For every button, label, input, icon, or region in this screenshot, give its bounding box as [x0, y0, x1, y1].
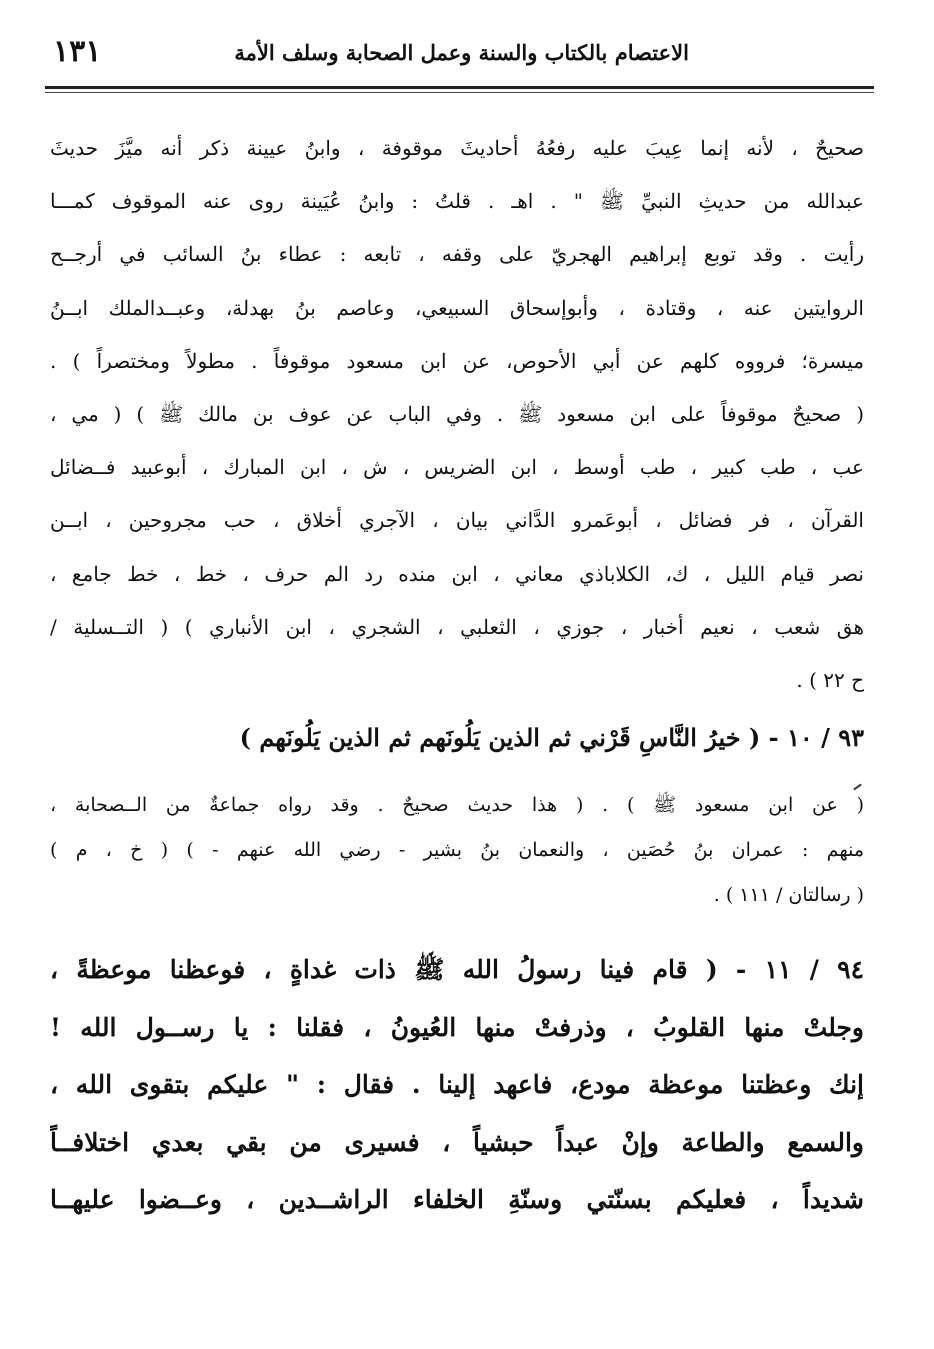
header-rule-thick: [45, 86, 874, 89]
text-line: صحيحٌ ، لأنه إنما عِيبَ عليه رفعُهُ أحاديثَ موقوفة ، وابنُ عيينة ذكر أنه ميَّزَ حديثَ: [50, 136, 864, 160]
text-line: نصر قيام الليل ، ك، الكلاباذي معاني ، ابن منده رد الم حرف ، خط ، خط جامع ،: [50, 561, 864, 586]
text-line: ( صحيحٌ موقوفاً على ابن مسعود ﷺ . وفي الباب عن عوف بن مالك ﷺ ) ( مي ،: [50, 401, 864, 426]
text-line: رأيت . وقد توبع إبراهيم الهجريّ على وقفه ، تابعه : عطاء بنُ السائب في أرجــح: [50, 242, 864, 267]
text-line: القرآن ، فر فضائل ، أبوعَمرو الدَّاني بيان ، الآجري أخلاق ، حب مجروحين ، ابــن: [50, 508, 864, 533]
text-line: ( عن ابن مسعود ﷺ ) . ( هذا حديث صحيحٌ . وقد رواه جماعةٌ من الــصحابة ،: [50, 794, 864, 816]
hadith-line: وجلتْ منها القلوبُ ، وذرفتْ منها العُيونُ ، فقلنا : يا رســول الله !: [50, 1012, 864, 1042]
hadith-93-takhrij: [50, 785, 864, 920]
text-line: هق شعب ، نعيم أخبار ، جوزي ، الثعلبي ، الشجري ، ابن الأنباري ) ( التــسلية /: [50, 614, 864, 639]
header-title: الاعتصام بالكتاب والسنة وعمل الصحابة وسلف الأمة: [234, 40, 689, 65]
takhrij-paragraph: [50, 128, 864, 713]
text-line: ( رسالتان / ١١١ ) .: [713, 884, 864, 906]
hadith-line: ٩٤ / ١١ - ( قام فينا رسولُ الله ﷺ ذات غداةٍ ، فوعظنا موعظةً ،: [50, 955, 864, 984]
header-rule-thin: [45, 92, 874, 93]
hadith-line: والسمع والطاعة وإنْ عبداً حبشياً ، فسيرى من بقي بعدي اختلافــاً: [50, 1127, 864, 1157]
text-line: منهم : عمران بنُ حُصَين ، والنعمان بنُ بشير - رضي الله عنهم - ) ( خ ، م ): [50, 839, 864, 861]
hadith-93-heading-block: [50, 713, 864, 769]
hadith-heading: ٩٣ / ١٠ - ( خيرُ النَّاسِ قَرْني ثم الذين يَلُونَهم ثم الذين يَلُونَهم ): [239, 723, 864, 752]
hadith-94-text: [50, 945, 864, 1233]
hadith-line: إنك وعظتنا موعظة مودع، فاعهد إلينا . فقال : " عليكم بتقوى الله ،: [50, 1070, 864, 1099]
text-line: عبدالله من حديثِ النبيِّ ﷺ " . اهـ . قلتُ : وابنُ عُيَينة روى عنه الموقوف كمـــا: [50, 189, 864, 214]
text-line: الروايتين عنه ، وقتادة ، وأبوإسحاق السبيعي، وعاصم بنُ بهدلة، وعبــدالملك ابــنُ: [50, 295, 864, 320]
running-header: [45, 30, 874, 80]
hadith-line: شديداً ، فعليكم بسنّتي وسنّةِ الخلفاء الراشــدين ، وعــضوا عليهــا: [50, 1185, 864, 1214]
text-line: ح ٢٢ ) .: [796, 667, 864, 692]
text-line: ميسرة؛ فرووه كلهم عن أبي الأحوص، عن ابن مسعود موقوفاً . مطولاً ومختصراً ) .: [50, 348, 864, 373]
page-number: ١٣١: [53, 34, 102, 69]
text-line: عب ، طب كبير ، طب أوسط ، ابن الضريس ، ش ، ابن المبارك ، أبوعبيد فــضائل: [50, 455, 864, 480]
